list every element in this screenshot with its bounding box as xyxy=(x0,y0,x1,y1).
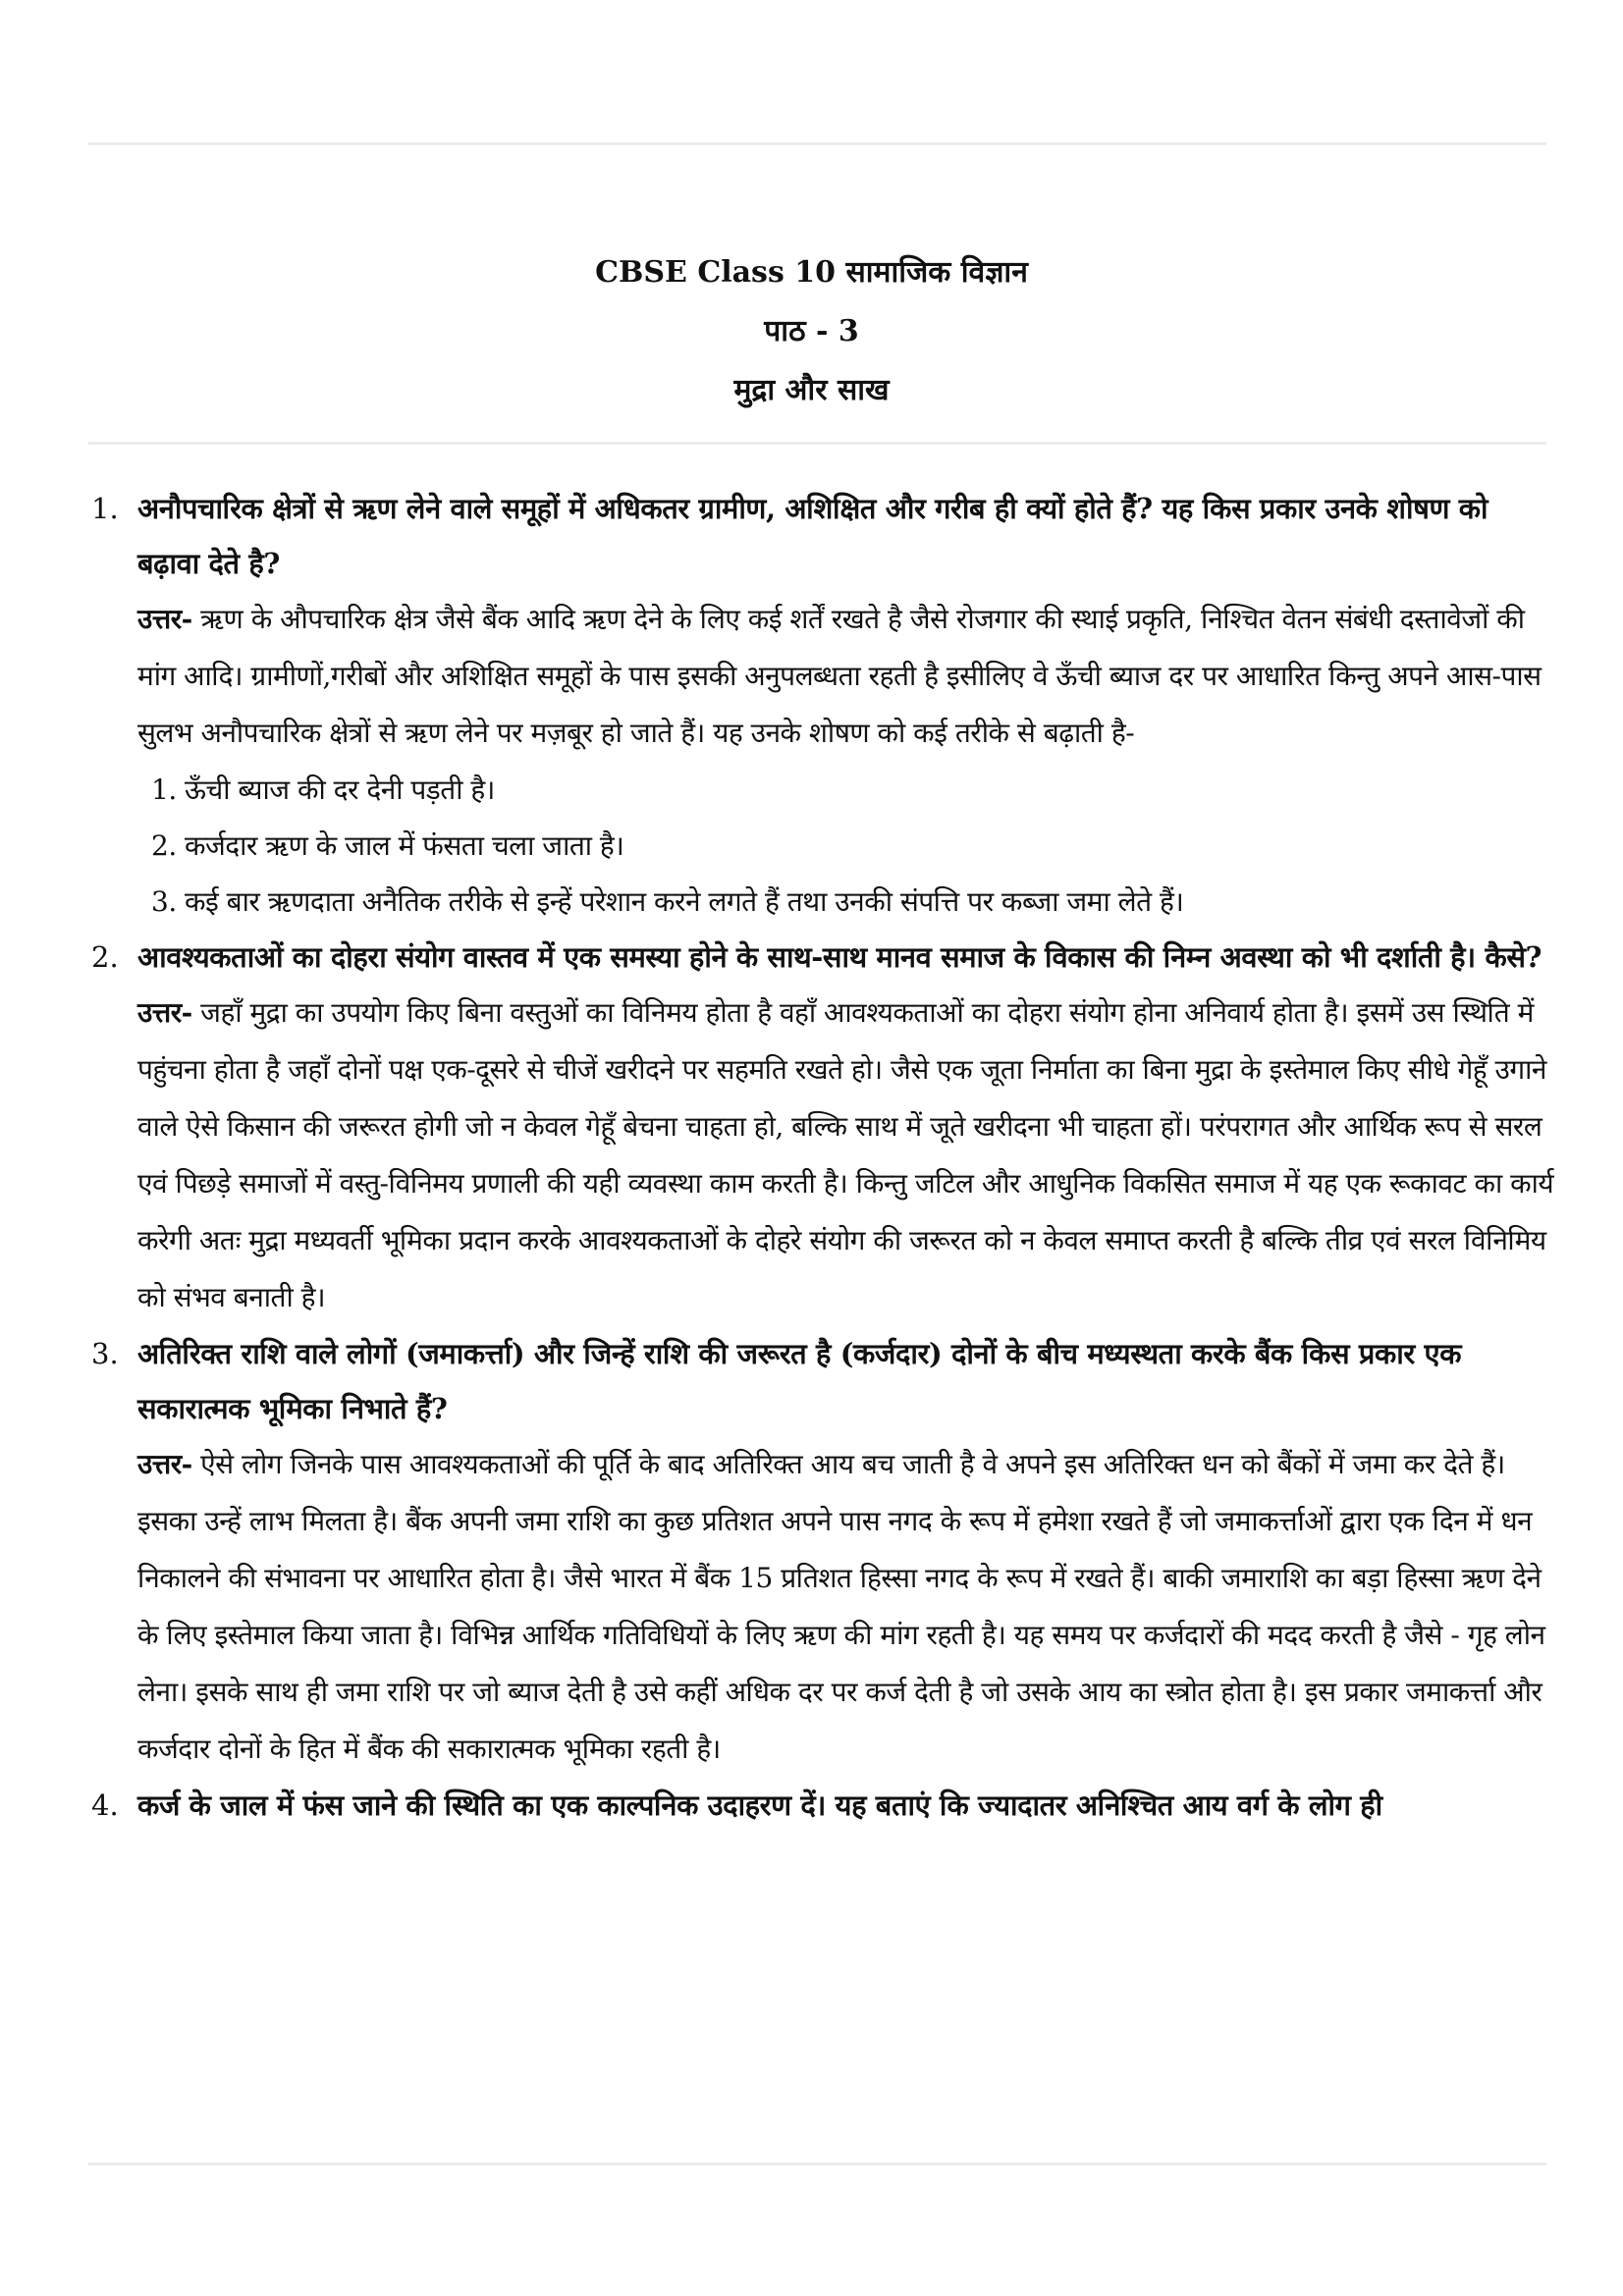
point-number: 3. xyxy=(151,885,177,918)
page-header xyxy=(0,243,1623,420)
answer-text xyxy=(137,1436,1554,1778)
question-number: 4. xyxy=(91,1789,119,1822)
question-text: आवश्यकताओं का दोहरा संयोग वास्तव में एक समस्या होने के साथ-साथ मानव समाज के विकास की निम्न अवस्था को भी दर्शाती है। कैसे? xyxy=(137,940,1542,974)
answer-body: ऐसे लोग जिनके पास आवश्यकताओं की पूर्ति के बाद अतिरिक्त आय बच जाती है वे अपने इस अतिरिक्त धन को बैंकों में जमा कर देते हैं। इसका उन्हें लाभ मिलता है। बैंक अपनी जमा राशि का कुछ प्रतिशत अपने पास नगद के रूप में हमेशा रखते हैं जो जमाकर्त्ताओं द्वारा एक दिन में धन निकालने की संभावना पर आधारित होता है। जैसे भारत में बैंक 15 प्रतिशत हिस्सा नगद के रूप में रखते हैं। बाकी जमाराशि का बड़ा हिस्सा ऋण देने के लिए इस्तेमाल किया जाता है। विभिन्न आर्थिक गतिविधियों के लिए ऋण की मांग रहती है। यह समय पर कर्जदारों की मदद करती है जैसे - गृह लोन लेना। इसके साथ ही जमा राशि पर जो ब्याज देती है उसे कहीं अधिक दर पर कर्ज देती है जो उसके आय का स्त्रोत होता है। इस प्रकार जमाकर्त्ता और कर्जदार दोनों के हित में बैंक की सकारात्मक भूमिका रहती है। xyxy=(137,1448,1545,1765)
point-text: कई बार ऋणदाता अनैतिक तरीके से इन्हें परेशान करने लगते हैं तथा उनकी संपत्ति पर कब्जा जमा लेते हैं। xyxy=(185,885,1184,918)
question-list xyxy=(91,481,1554,1833)
question-item xyxy=(91,1326,1554,1778)
answer-point xyxy=(137,762,1554,818)
point-text: कर्जदार ऋण के जाल में फंसता चला जाता है। xyxy=(185,829,624,862)
question-text: कर्ज के जाल में फंस जाने की स्थिति का एक काल्पनिक उदाहरण दें। यह बताएं कि ज्यादातर अनिश्चित आय वर्ग के लोग ही xyxy=(137,1789,1382,1822)
question-number: 3. xyxy=(91,1337,119,1370)
question-text: अनौपचारिक क्षेत्रों से ऋण लेने वाले समूहों में अधिकतर ग्रामीण, अशिक्षित और गरीब ही क्यों होते हैं? यह किस प्रकार उनके शोषण को बढ़ावा देते है? xyxy=(137,492,1488,580)
question-item xyxy=(91,481,1554,930)
point-number: 1. xyxy=(151,774,177,806)
answer-label: उत्तर- xyxy=(137,996,192,1029)
chapter-title: मुद्रा और साख xyxy=(733,373,890,407)
footer-divider xyxy=(88,2163,1546,2165)
top-divider xyxy=(88,142,1546,145)
answer-point xyxy=(137,874,1554,930)
point-text: ऊँची ब्याज की दर देनी पड़ती है। xyxy=(185,774,495,806)
point-number: 2. xyxy=(151,829,177,862)
answer-body: जहाँ मुद्रा का उपयोग किए बिना वस्तुओं का विनिमय होता है वहाँ आवश्यकताओं का दोहरा संयोग होना अनिवार्य होता है। इसमें उस स्थिति में पहुंचना होता है जहाँ दोनों पक्ष एक-दूसरे से चीजें खरीदने पर सहमति रखते हो। जैसे एक जूता निर्माता का बिना मुद्रा के इस्तेमाल किए सीधे गेहूँ उगाने वाले ऐसे किसान की जरूरत होगी जो न केवल गेहूँ बेचना चाहता हो, बल्कि साथ में जूते खरीदना भी चाहता हों। परंपरागत और आर्थिक रूप से सरल एवं पिछड़े समाजों में वस्तु-विनिमय प्रणाली की यही व्यवस्था काम करती है। किन्तु जटिल और आधुनिक विकसित समाज में यह एक रूकावट का कार्य करेगी अतः मुद्रा मध्यवर्ती भूमिका प्रदान करके आवश्यकताओं के दोहरे संयोग की जरूरत को न केवल समाप्त करती है बल्कि तीव्र एवं सरल विनिमिय को संभव बनाती है। xyxy=(137,996,1554,1313)
answer-points xyxy=(137,762,1554,930)
answer-text xyxy=(137,985,1554,1326)
answer-text xyxy=(137,591,1554,762)
chapter-number: पाठ - 3 xyxy=(764,314,859,348)
question-number: 2. xyxy=(91,940,119,974)
header-divider xyxy=(88,442,1546,445)
question-item xyxy=(91,1778,1554,1833)
question-number: 1. xyxy=(91,492,119,525)
page-title: CBSE Class 10 सामाजिक विज्ञान xyxy=(595,255,1028,290)
answer-label: उत्तर- xyxy=(137,603,192,635)
answer-body: ऋण के औपचारिक क्षेत्र जैसे बैंक आदि ऋण देने के लिए कई शर्तें रखते है जैसे रोजगार की स्थाई प्रकृति, निश्चित वेतन संबंधी दस्तावेजों की मांग आदि। ग्रामीणों,गरीबों और अशिक्षित समूहों के पास इसकी अनुपलब्धता रहती है इसीलिए वे ऊँची ब्याज दर पर आधारित किन्तु अपने आस-पास सुलभ अनौपचारिक क्षेत्रों से ऋण लेने पर मज़बूर हो जाते हैं। यह उनके शोषण को कई तरीके से बढ़ाती है- xyxy=(137,603,1542,749)
question-text: अतिरिक्त राशि वाले लोगों (जमाकर्त्ता) और जिन्हें राशि की जरूरत है (कर्जदार) दोनों के बीच मध्यस्थता करके बैंक किस प्रकार एक सकारात्मक भूमिका निभाते हैं? xyxy=(137,1337,1462,1425)
answer-point xyxy=(137,818,1554,874)
question-item xyxy=(91,930,1554,1326)
answer-label: उत्तर- xyxy=(137,1448,192,1480)
